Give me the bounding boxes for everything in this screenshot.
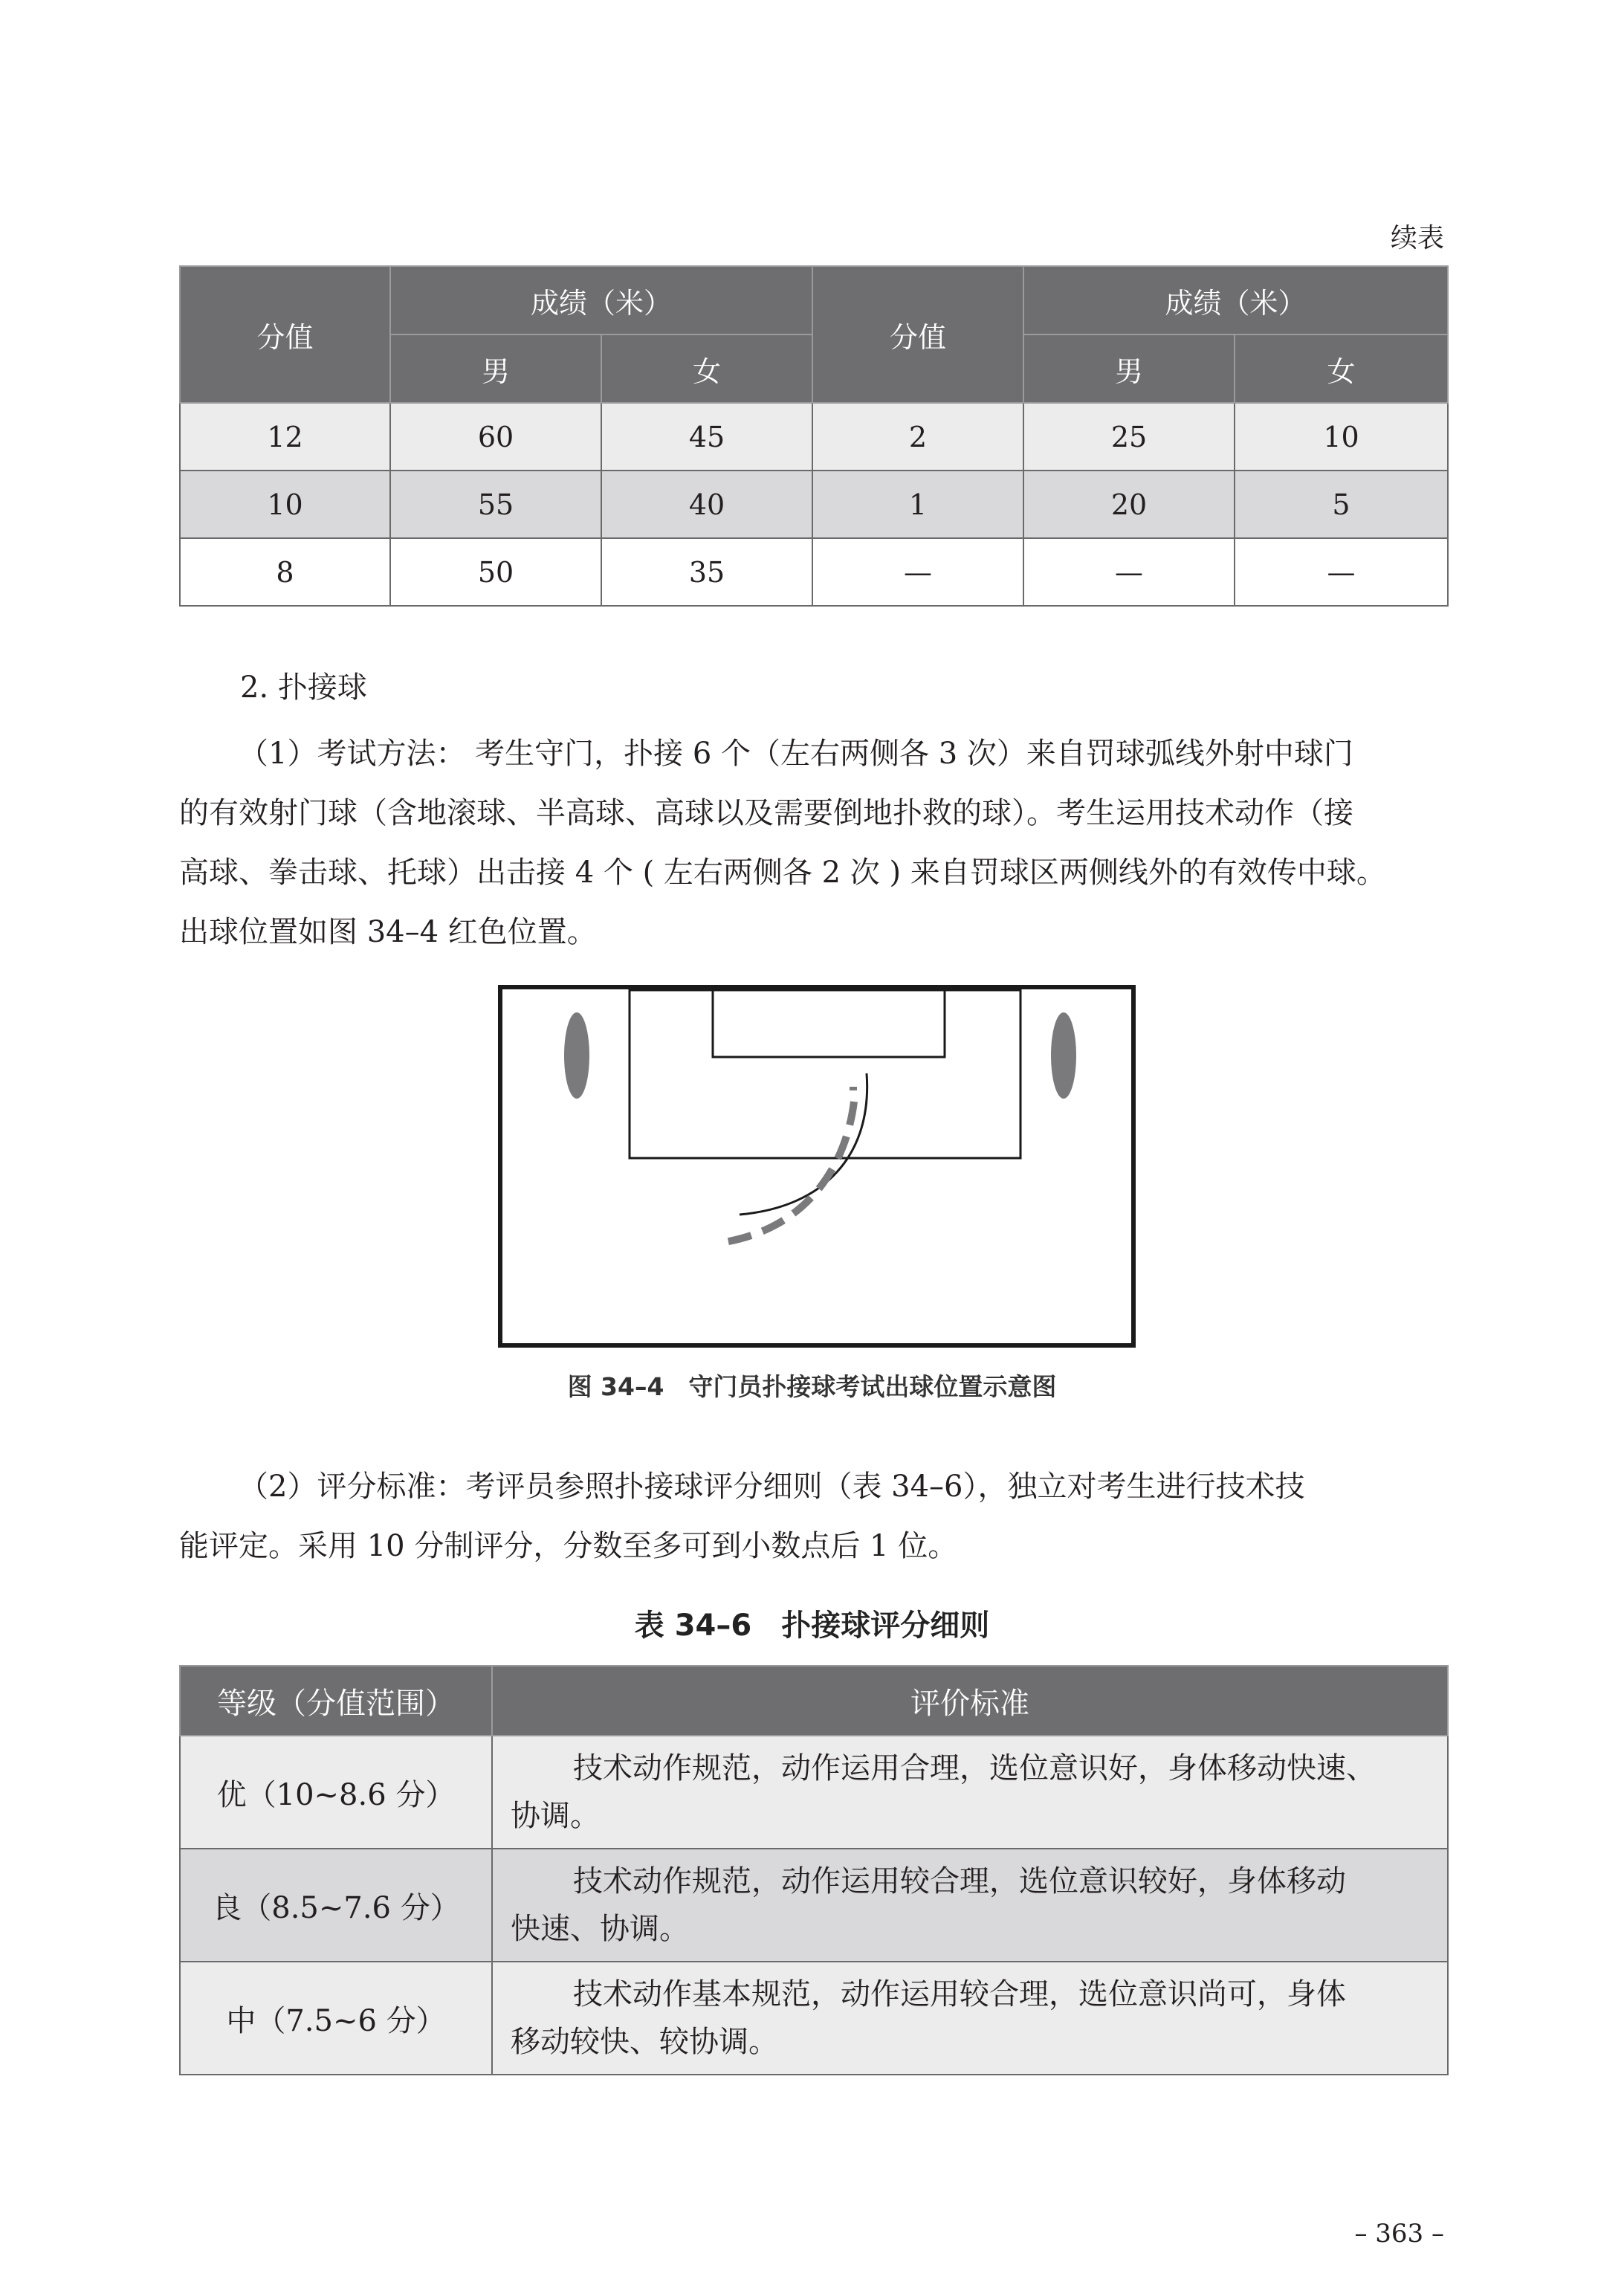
cell: —: [1023, 538, 1235, 606]
cell: 5: [1235, 471, 1448, 538]
cell: 60: [390, 403, 601, 471]
scoring-paragraph: [179, 1457, 1447, 1576]
score-table: [179, 265, 1449, 607]
cell: —: [812, 538, 1023, 606]
cell: 10: [1235, 403, 1448, 471]
criteria-cell: [492, 1962, 1448, 2075]
method-paragraph: [179, 724, 1447, 962]
table-row: [180, 403, 1448, 471]
header-female: 女: [1235, 334, 1448, 403]
continued-label: 续表: [1390, 223, 1444, 253]
criteria-line: 技术动作规范，动作运用较合理，选位意识较好，身体移动: [573, 1864, 1346, 1898]
cell: 35: [601, 538, 812, 606]
cell: 50: [390, 538, 601, 606]
grade-cell: 优（10~8.6 分）: [180, 1736, 492, 1849]
criteria-line: 快速、协调。: [511, 1912, 689, 1946]
paragraph-line: （1）考试方法： 考生守门，扑接 6 个（左右两侧各 3 次）来自罚球弧线外射中球门: [239, 737, 1353, 771]
header-grade: 等级（分值范围）: [180, 1666, 492, 1736]
criteria-line: 技术动作规范，动作运用合理，选位意识好，身体移动快速、: [573, 1751, 1376, 1785]
paragraph-line: （2）评分标准：考评员参照扑接球评分细则（表 34–6），独立对考生进行技术技: [239, 1470, 1305, 1504]
scoring-table: [179, 1665, 1449, 2075]
section-heading: 2. 扑接球: [240, 670, 367, 705]
goalkeeper-field-diagram: [497, 984, 1136, 1348]
page-number: – 363 –: [1354, 2219, 1444, 2249]
figure-caption: 图 34–4 守门员扑接球考试出球位置示意图: [567, 1372, 1057, 1401]
cell: 45: [601, 403, 812, 471]
table-row: [180, 538, 1448, 606]
left-position-marker: [564, 1012, 589, 1099]
cell: 12: [180, 403, 390, 471]
table-row: [180, 1962, 1448, 2075]
header-score: 分值: [180, 266, 390, 403]
paragraph-line: 的有效射门球（含地滚球、半高球、高球以及需要倒地扑救的球）。考生运用技术动作（接: [179, 796, 1353, 830]
header-criteria: 评价标准: [492, 1666, 1448, 1736]
table-row: [180, 471, 1448, 538]
criteria-line: 技术动作基本规范，动作运用较合理，选位意识尚可，身体: [573, 1977, 1346, 2011]
paragraph-line: 能评定。采用 10 分制评分，分数至多可到小数点后 1 位。: [179, 1529, 958, 1563]
header-female: 女: [601, 334, 812, 403]
grade-cell: 良（8.5~7.6 分）: [180, 1849, 492, 1962]
criteria-cell: [492, 1849, 1448, 1962]
arc-tick: [850, 1087, 857, 1090]
cell: —: [1235, 538, 1448, 606]
cell: 1: [812, 471, 1023, 538]
criteria-cell: [492, 1736, 1448, 1849]
criteria-line: 协调。: [511, 1799, 600, 1833]
header-score: 分值: [812, 266, 1023, 403]
cell: 20: [1023, 471, 1235, 538]
header-result: 成绩（米）: [390, 266, 812, 334]
table-row: [180, 1736, 1448, 1849]
criteria-line: 移动较快、较协调。: [511, 2025, 778, 2059]
cell: 25: [1023, 403, 1235, 471]
cell: 8: [180, 538, 390, 606]
cell: 40: [601, 471, 812, 538]
table-row: [180, 1849, 1448, 1962]
grade-cell: 中（7.5~6 分）: [180, 1962, 492, 2075]
header-result: 成绩（米）: [1023, 266, 1448, 334]
cell: 2: [812, 403, 1023, 471]
paragraph-line: 出球位置如图 34–4 红色位置。: [179, 915, 597, 949]
header-male: 男: [1023, 334, 1235, 403]
header-male: 男: [390, 334, 601, 403]
cell: 10: [180, 471, 390, 538]
cell: 55: [390, 471, 601, 538]
paragraph-line: 高球、拳击球、托球）出击接 4 个 ( 左右两侧各 2 次 ) 来自罚球区两侧线外的有效传中球。: [179, 856, 1386, 890]
field-border: [500, 987, 1133, 1345]
right-position-marker: [1051, 1012, 1076, 1099]
table-caption: 表 34–6 扑接球评分细则: [634, 1609, 990, 1643]
